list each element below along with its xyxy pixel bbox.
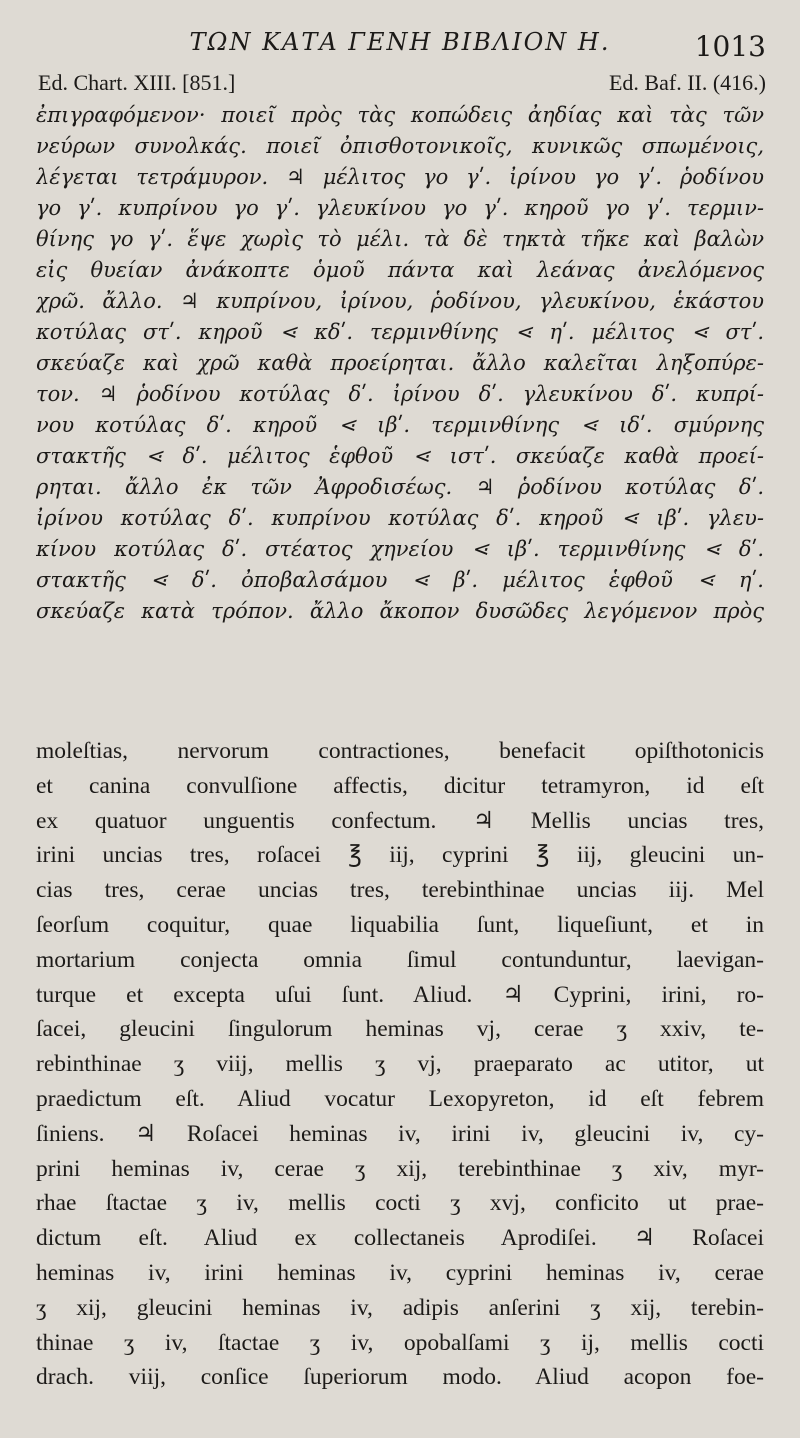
latin-text-line: prini heminas iv, cerae ʒ xij, terebinthinae ʒ xiv, myr- [36,1155,764,1182]
page-number: 1013 [694,30,766,63]
page-header [0,28,800,62]
latin-text-line: ʒ xij, gleucini heminas iv, adipis anſerini ʒ xij, terebin- [36,1294,764,1321]
greek-text-line: κοτύλας στʹ. κηροῦ ⋖ κδʹ. τερμινθίνης ⋖ ηʹ. μέλιτος ⋖ στʹ. [36,320,764,344]
latin-text-line: rhae ſtactae ʒ iv, mellis cocti ʒ xvj, conficito ut prae- [36,1190,764,1217]
chartier-edition-reference: Ed. Chart. XIII. [851.] [38,70,236,95]
greek-text-line: τον. ♃ ῥοδίνου κοτύλας δʹ. ἰρίνου δʹ. γλευκίνου δʹ. κυπρί- [36,382,764,406]
greek-text-line: σκεύαζε καὶ χρῶ καθὰ προείρηται. ἄλλο καλεῖται ληξοπύρε- [36,351,764,375]
greek-text-line: χρῶ. ἄλλο. ♃ κυπρίνου, ἰρίνου, ῥοδίνου, γλευκίνου, ἑκάστου [36,289,764,313]
edition-reference-line [38,70,766,100]
latin-text-line: ex quatuor unguentis confectum. ♃ Mellis uncias tres, [36,807,764,834]
greek-text-line: ἐπιγραφόμενον· ποιεῖ πρὸς τὰς κοπώδεις ἀηδίας καὶ τὰς τῶν [36,103,764,127]
latin-text-line: irini uncias tres, roſacei ℥ iij, cyprini ℥ iij, gleucini un- [36,842,764,869]
running-title: ΤΩΝ ΚΑΤΑ ΓΕΝΗ ΒΙΒΛΙΟΝ Η. [189,28,611,56]
greek-text-line: νου κοτύλας δʹ. κηροῦ ⋖ ιβʹ. τερμινθίνης ⋖ ιδʹ. σμύρνης [36,413,764,437]
latin-text-line: ſeorſum coquitur, quae liquabilia ſunt, liqueſiunt, et in [36,911,764,938]
latin-text-block [36,734,764,1395]
latin-text-line: heminas iv, irini heminas iv, cyprini heminas iv, cerae [36,1259,764,1286]
basel-edition-reference: Ed. Baf. II. (416.) [608,70,766,95]
latin-text-line: et canina convulſione affectis, dicitur tetramyron, id eſt [36,772,764,799]
greek-text-line: θίνης γο γʹ. ἕψε χωρὶς τὸ μέλι. τὰ δὲ τηκτὰ τῆκε καὶ βαλὼν [36,227,764,251]
greek-text-line: στακτῆς ⋖ δʹ. μέλιτος ἑφθοῦ ⋖ ιστʹ. σκεύαζε καθὰ προεί- [36,444,764,468]
greek-text-line: λέγεται τετράμυρον. ♃ μέλιτος γο γʹ. ἰρίνου γο γʹ. ῥοδίνου [36,165,764,189]
latin-text-line: ſiniens. ♃ Roſacei heminas iv, irini iv, gleucini iv, cy- [36,1120,764,1147]
greek-text-block [36,100,764,627]
greek-text-line: ρηται. ἄλλο ἐκ τῶν Ἀφροδισέως. ♃ ῥοδίνου κοτύλας δʹ. [36,475,764,499]
latin-text-line: cias tres, cerae uncias tres, terebinthinae uncias iij. Mel [36,877,764,904]
latin-text-line: praedictum eſt. Aliud vocatur Lexopyreton, id eſt febrem [36,1085,764,1112]
latin-text-line: rebinthinae ʒ viij, mellis ʒ vj, praeparato ac utitor, ut [36,1051,764,1078]
latin-text-line: moleſtias, nervorum contractiones, benefacit opiſthotonicis [36,738,764,764]
latin-text-line: drach. viij, conſice ſuperiorum modo. Aliud acopon foe- [36,1364,764,1391]
greek-text-line: σκεύαζε κατὰ τρόπον. ἄλλο ἄκοπον δυσῶδες λεγόμενον πρὸς [36,599,764,623]
latin-text-line: turque et excepta uſui ſunt. Aliud. ♃ Cyprini, irini, ro- [36,981,764,1008]
latin-text-line: ſacei, gleucini ſingulorum heminas vj, cerae ʒ xxiv, te- [36,1016,764,1043]
greek-text-line: ἰρίνου κοτύλας δʹ. κυπρίνου κοτύλας δʹ. κηροῦ ⋖ ιβʹ. γλευ- [36,506,764,530]
greek-text-line: νεύρων συνολκάς. ποιεῖ ὀπισθοτονικοῖς, κυνικῶς σπωμένοις, [36,134,764,158]
greek-text-line: κίνου κοτύλας δʹ. στέατος χηνείου ⋖ ιβʹ. τερμινθίνης ⋖ δʹ. [36,537,764,561]
greek-text-line: στακτῆς ⋖ δʹ. ὀποβαλσάμου ⋖ βʹ. μέλιτος ἑφθοῦ ⋖ ηʹ. [36,568,764,592]
greek-text-line: εἰς θυείαν ἀνάκοπτε ὁμοῦ πάντα καὶ λεάνας ἀνελόμενος [36,258,764,282]
latin-text-line: mortarium conjecta omnia ſimul contunduntur, laevigan- [36,946,764,973]
greek-text-line: γο γʹ. κυπρίνου γο γʹ. γλευκίνου γο γʹ. κηροῦ γο γʹ. τερμιν- [36,196,764,220]
latin-text-line: thinae ʒ iv, ſtactae ʒ iv, opobalſami ʒ ij, mellis cocti [36,1329,764,1356]
latin-text-line: dictum eſt. Aliud ex collectaneis Aprodiſei. ♃ Roſacei [36,1225,764,1252]
